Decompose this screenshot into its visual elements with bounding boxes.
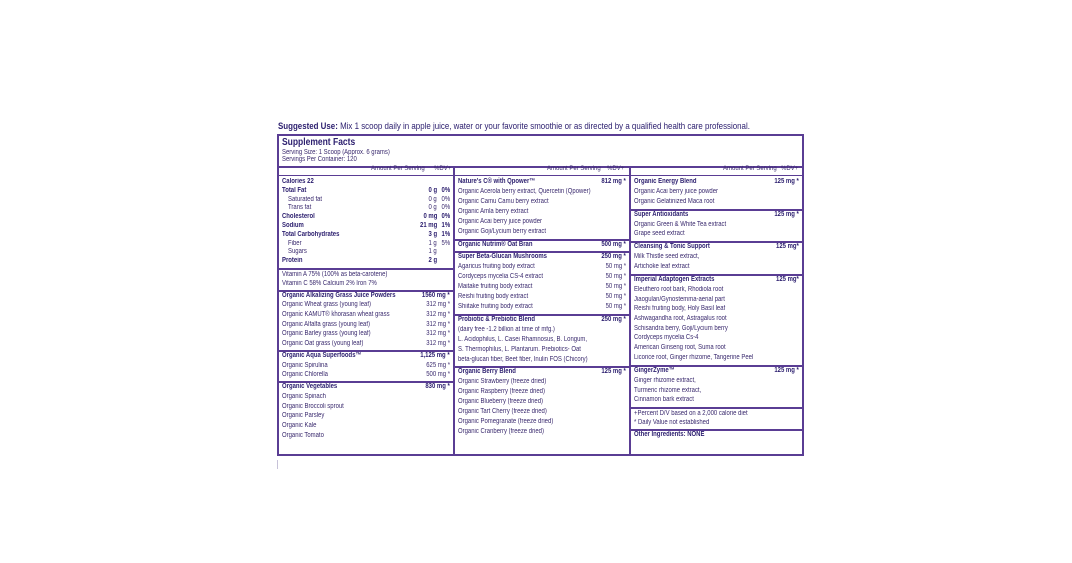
row-amount: 812 mg *	[601, 178, 626, 185]
row-label: Organic Goji/Lycium berry extract	[458, 227, 547, 235]
row-dv: 5%	[441, 239, 450, 247]
row-label: Cinnamon bark extract	[634, 396, 694, 404]
column-2-header	[455, 166, 629, 176]
row-label: Vitamin C 58% Calcium 2% Iron 7%	[282, 279, 377, 287]
row-label: Protein	[282, 257, 303, 265]
row-amount: 312 mg *	[426, 320, 450, 328]
row-label: (dairy free -1.2 billion at time of mfg.)	[458, 325, 555, 333]
row-label: Super Beta-Glucan Mushrooms	[458, 253, 547, 261]
row-label: Organic Acai berry juice powder	[634, 187, 719, 195]
row-label: Organic Wheat grass (young leaf)	[282, 301, 371, 309]
row-label: Ginger rhizome extract,	[634, 376, 696, 384]
row-label: Organic Aqua Superfoods™	[282, 351, 362, 359]
dv-header: %DV+	[434, 166, 452, 172]
row-label: Reishi fruiting body extract	[458, 293, 529, 300]
row-label: Artichoke leaf extract	[634, 262, 690, 270]
column-1	[279, 166, 455, 454]
row-label: Maitake fruiting body extract	[458, 283, 533, 290]
row-label: Organic Blueberry (freeze dried)	[458, 398, 543, 406]
row-label: Organic Acerola berry extract, Quercetin (Qpower)	[458, 187, 591, 195]
divider	[631, 407, 802, 409]
row-label: Organic Spirulina	[282, 361, 328, 369]
row-label: Milk Thistle seed extract,	[634, 253, 700, 261]
row-label: Probiotic & Prebiotic Blend	[458, 315, 536, 323]
row-label: Trans fat	[288, 204, 312, 212]
row-amount: 50 mg *	[605, 283, 626, 290]
suggested-use-text: Mix 1 scoop daily in apple juice, water or your favorite smoothie or as directed by a qualified health care professional.	[340, 121, 750, 131]
row-label: Organic Broccoli sprout	[282, 402, 344, 410]
suggested-use-label: Suggested Use:	[278, 121, 338, 131]
row-amount: 312 mg *	[426, 330, 450, 338]
row-label: Organic Kale	[282, 422, 317, 429]
row-label: Schisandra berry, Goji/Lycium berry	[634, 324, 728, 332]
row-label: Sugars	[288, 248, 307, 256]
serving-size: Serving Size: 1 Scoop (Approx. 6 grams)	[282, 149, 390, 156]
row-amount: 0 g	[428, 195, 437, 203]
row-label: Organic Raspberry (freeze dried)	[458, 388, 545, 396]
dv-header: %DV+	[781, 166, 799, 172]
row-label: Organic KAMUT® khorasan wheat grass	[282, 311, 390, 318]
row-dv: 0%	[441, 213, 450, 221]
row-label: Grape seed extract	[634, 230, 685, 238]
amount-header: Amount Per Serving	[371, 166, 425, 172]
row-label: Organic Oat grass (young leaf)	[282, 339, 364, 347]
row-label: Organic Green & White Tea extract	[634, 220, 727, 228]
row-label: Sodium	[282, 222, 304, 229]
row-dv: 1%	[441, 222, 450, 229]
row-amount: 1,125 mg *	[420, 351, 450, 359]
row-amount: 625 mg *	[426, 361, 450, 369]
row-label: Imperial Adaptogen Extracts	[634, 276, 715, 284]
row-label: Organic Alkalizing Grass Juice Powders	[282, 291, 396, 299]
row-label: Licorice root, Ginger rhizome, Tangerine Peel	[634, 353, 754, 361]
row-label: Super Antioxidants	[634, 210, 689, 218]
row-label: S. Thermophilus, L. Plantarum. Prebiotics- Oat	[458, 345, 581, 353]
row-amount: 50 mg *	[605, 293, 626, 300]
row-dv: 0%	[441, 204, 450, 212]
row-label: American Ginseng root, Suma root	[634, 344, 726, 352]
column-3	[631, 166, 802, 454]
row-label: Jiaogulan/Gynostemma-aerial part	[634, 295, 725, 303]
row-amount: 2 g	[428, 257, 437, 265]
row-label: Organic Vegetables	[282, 383, 338, 391]
row-amount: 250 mg *	[601, 253, 626, 261]
column-3-header	[631, 166, 802, 176]
row-label: Shiitake fruiting body extract	[458, 303, 533, 310]
row-label: Organic Barley grass (young leaf)	[282, 330, 371, 338]
row-label: * Daily Value not established	[634, 419, 710, 427]
panel-header	[279, 136, 802, 168]
row-label: Turmeric rhizome extract,	[634, 386, 702, 394]
row-amount: 125 mg *	[601, 368, 626, 376]
row-label: Cleansing & Tonic Support	[634, 243, 710, 251]
row-amount: 125 mg *	[774, 178, 799, 185]
row-label: Organic Cranberry (freeze dried)	[458, 428, 544, 436]
row-label: Organic Nutrim® Oat Bran	[458, 240, 533, 248]
amount-header: Amount Per Serving	[547, 166, 601, 172]
row-label: Nature's C® with Qpower™	[458, 178, 536, 185]
row-amount: 125 mg*	[776, 276, 799, 284]
row-label: Organic Tomato	[282, 431, 324, 439]
row-label: L. Acidophilus, L. Casei Rhamnosus, B. Longum,	[458, 335, 588, 343]
row-amount: 250 mg *	[601, 315, 626, 323]
row-dv: 1%	[441, 230, 450, 238]
row-amount: 312 mg *	[426, 301, 450, 309]
row-label: beta-glucan fiber, Beet fiber, Inulin FOS (Chicory)	[458, 355, 588, 363]
row-amount: 125 mg *	[774, 367, 799, 374]
row-amount: 0 mg	[423, 213, 437, 221]
row-label: Organic Pomegranate (freeze dried)	[458, 418, 554, 426]
row-dv: 0%	[441, 186, 450, 194]
row-label: Organic Alfalfa grass (young leaf)	[282, 320, 370, 328]
amount-header: Amount Per Serving	[723, 166, 777, 172]
row-label: +Percent D/V based on a 2,000 calorie diet	[634, 410, 748, 418]
row-label: Organic Chlorella	[282, 371, 328, 379]
row-amount: 50 mg *	[605, 273, 626, 280]
row-dv: 0%	[441, 195, 450, 203]
row-label: Cordyceps mycelia CS-4 extract	[458, 273, 543, 280]
page-edge-mark	[277, 460, 278, 469]
row-amount: 500 mg *	[426, 371, 450, 379]
row-label: Total Carbohydrates	[282, 230, 340, 238]
row-amount: 21 mg	[419, 222, 437, 229]
row-label: Other Ingredients: NONE	[634, 431, 705, 438]
column-2	[455, 166, 631, 454]
dv-header: %DV+	[607, 166, 625, 172]
row-label: Organic Berry Blend	[458, 368, 516, 376]
row-label: Vitamin A 75% (100% as beta-carotene)	[282, 271, 388, 278]
row-amount: 125 mg*	[776, 243, 799, 251]
row-amount: 0 g	[428, 186, 437, 194]
row-amount: 830 mg *	[425, 383, 450, 391]
row-amount: 312 mg *	[426, 311, 450, 318]
row-label: GingerZyme™	[634, 367, 675, 374]
row-label: Eleuthero root bark, Rhodiola root	[634, 285, 724, 293]
row-label: Organic Amla berry extract	[458, 207, 529, 215]
row-label: Reishi fruiting body, Holy Basil leaf	[634, 305, 726, 313]
row-label: Ashwagandha root, Astragalus root	[634, 315, 727, 322]
row-amount: 0 g	[428, 204, 437, 212]
suggested-use	[278, 121, 750, 131]
row-amount: 50 mg *	[605, 263, 626, 270]
row-label: Organic Camu Camu berry extract	[458, 197, 549, 205]
row-label: Saturated fat	[288, 195, 323, 203]
row-label: Fiber	[288, 239, 302, 247]
row-label: Organic Strawberry (freeze dried)	[458, 378, 547, 386]
row-label: Cholesterol	[282, 213, 315, 221]
row-label: Calories 22	[282, 178, 314, 185]
column-1-header	[279, 166, 453, 176]
row-label: Organic Parsley	[282, 412, 325, 420]
divider	[279, 268, 453, 270]
row-amount: 1 g	[428, 239, 437, 247]
row-label: Cordyceps mycelia Cs-4	[634, 334, 699, 342]
row-label: Organic Spinach	[282, 393, 327, 401]
row-amount: 125 mg *	[774, 210, 799, 218]
row-amount: 3 g	[428, 230, 437, 238]
row-amount: 50 mg *	[605, 303, 626, 310]
row-label: Organic Tart Cherry (freeze dried)	[458, 408, 547, 416]
row-label: Total Fat	[282, 186, 307, 194]
row-amount: 312 mg *	[426, 339, 450, 347]
row-label: Organic Energy Blend	[634, 178, 697, 185]
row-label: Organic Acai berry juice powder	[458, 217, 543, 225]
panel-title: Supplement Facts	[282, 137, 356, 148]
row-label: Organic Gelatinized Maca root	[634, 197, 715, 205]
row-label: Agaricus fruiting body extract	[458, 263, 535, 270]
servings-per-container: Servings Per Container: 120	[282, 156, 357, 163]
row-amount: 1560 mg *	[422, 291, 450, 299]
supplement-facts-panel	[277, 134, 804, 456]
row-amount: 1 g	[428, 248, 437, 256]
row-amount: 500 mg *	[601, 240, 626, 248]
